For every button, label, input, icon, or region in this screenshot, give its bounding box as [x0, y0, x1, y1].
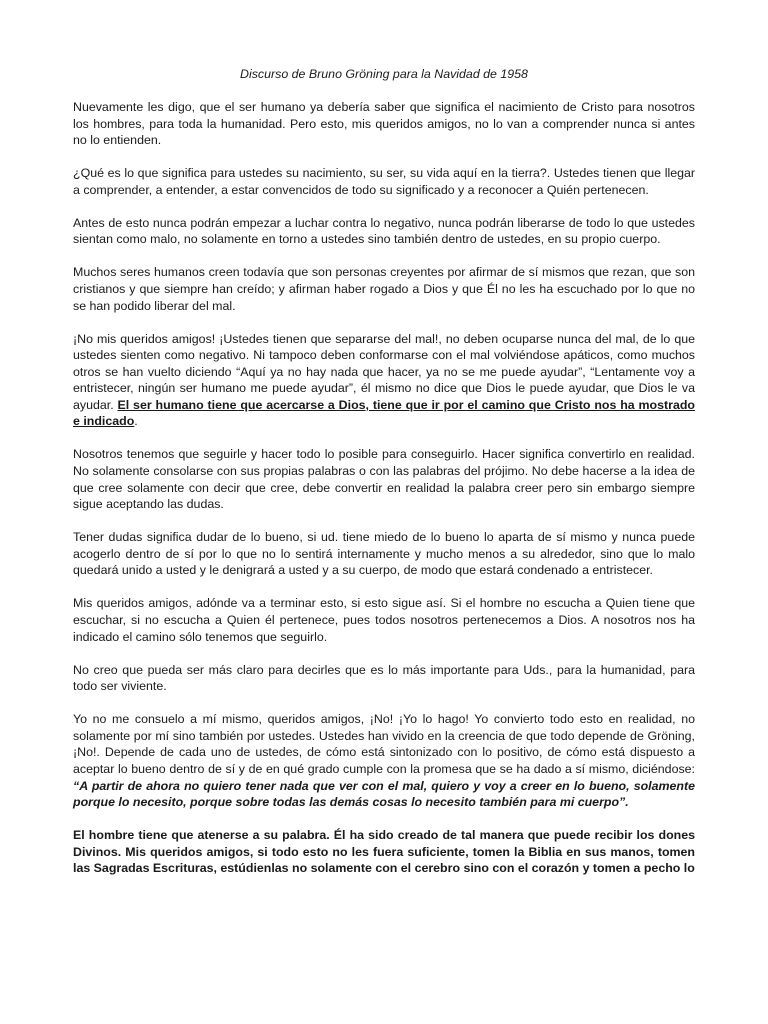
paragraph-2: ¿Qué es lo que significa para ustedes su nacimiento, su ser, su vida aquí en la tierra?. Ustedes tienen que llegar a comprender, a entender, a estar convencidos de todo su significado y a reconocer a Quién pertenecen.: [73, 166, 695, 197]
paragraph-6: Nosotros tenemos que seguirle y hacer todo lo posible para conseguirlo. Hacer significa convertirlo en realidad. No solamente consolarse con sus propias palabras o con las palabras del prójimo. No debe hacerse a la idea de que cree solamente con decir que cree, debe convertir en realidad la palabra creer pero sin embargo siempre sigue aceptando las dudas.: [73, 447, 695, 512]
paragraph-3: Antes de esto nunca podrán empezar a luchar contra lo negativo, nunca podrán liberarse de todo lo que ustedes sientan como malo, no solamente en torno a ustedes sino también dentro de ustedes, en su propio cuerpo.: [73, 215, 695, 247]
paragraph-11: El hombre tiene que atenerse a su palabra. Él ha sido creado de tal manera que puede recibir los dones Divinos. Mis queridos amigos, si todo esto no les fuera suficiente, tomen la Biblia en sus manos, tomen las Sagradas Escrituras, estúdienlas no solamente con el cerebro sino con el corazón y tomen a pecho lo: [73, 828, 695, 876]
paragraph-10: [73, 711, 695, 811]
paragraph-10-text: Yo no me consuelo a mí mismo, queridos amigos, ¡No! ¡Yo lo hago! Yo convierto todo esto en realidad, no solamente por mí sino también por ustedes. Ustedes han vivido en la creencia de que todo depende de Gröning, ¡No!. Depende de cada uno de ustedes, de cómo está sintonizado con lo positivo, de cómo está dispuesto a aceptar lo bueno dentro de sí y de en qué grado cumple con la promesa que se ha dado a sí mismo, diciéndose:: [73, 712, 695, 776]
paragraph-1: Nuevamente les digo, que el ser humano ya debería saber que significa el nacimiento de Cristo para nosotros los hombres, para toda la humanidad. Pero esto, mis queridos amigos, no lo van a comprender nunca si antes no lo entienden.: [73, 100, 695, 148]
document-title: Discurso de Bruno Gröning para la Navidad de 1958: [240, 67, 528, 81]
paragraph-9: No creo que pueda ser más claro para decirles que es lo más importante para Uds., para la humanidad, para todo ser viviente.: [73, 662, 695, 694]
paragraph-5-end: .: [134, 414, 138, 429]
paragraph-7: Tener dudas significa dudar de lo bueno, si ud. tiene miedo de lo bueno lo aparta de sí mismo y nunca puede acogerlo dentro de sí por lo que no lo sentirá internamente y mucho menos a su alrededor, sino que lo malo quedará unido a usted y le denigrará a usted y a su cuerpo, de modo que estará condenado a entristecer.: [73, 530, 695, 578]
paragraph-8: Mis queridos amigos, adónde va a terminar esto, si esto sigue así. Si el hombre no escucha a Quien tiene que escuchar, si no escucha a Quien él pertenece, pues todos nosotros pertenecemos a Dios. A nosotros nos ha indicado el camino sólo tenemos que seguirlo.: [73, 596, 695, 644]
paragraph-10-quote: “A partir de ahora no quiero tener nada que ver con el mal, quiero y voy a creer en lo bueno, solamente porque lo necesito, porque sobre todas las demás cosas lo necesito también para mi cuerpo”.: [73, 778, 695, 810]
paragraph-4: Muchos seres humanos creen todavía que son personas creyentes por afirmar de sí mismos que rezan, que son cristianos y que siempre han creído; y afirman haber rogado a Dios y que Él no les ha escuchado por lo que no se han podido liberar del mal.: [73, 265, 695, 313]
paragraph-5: [73, 331, 695, 431]
paragraph-5-underlined: El ser humano tiene que acercarse a Dios, tiene que ir por el camino que Cristo nos ha mostrado e indicado: [73, 397, 695, 429]
paragraph-5-text: ¡No mis queridos amigos! ¡Ustedes tienen que separarse del mal!, no deben ocuparse nunca del mal, de lo que ustedes sienten como negativo. Ni tampoco deben conformarse con el mal volviéndose apáticos, como muchos otros se han vuelto diciendo “Aquí ya no hay nada que hacer, ya no se me puede ayudar”, “Lentamente voy a entristecer, ningún ser humano me puede ayudar”, él mismo no dice que Dios le puede ayudar, que Dios le va ayudar.: [73, 331, 695, 412]
